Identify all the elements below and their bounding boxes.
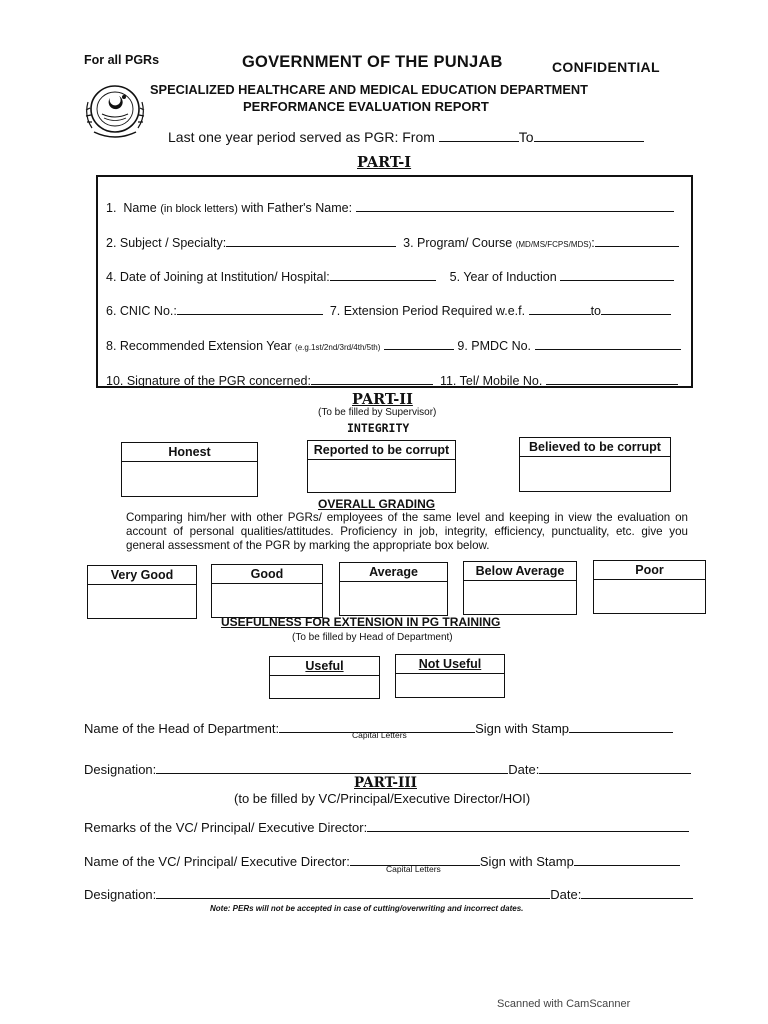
punjab-seal-icon <box>80 80 150 142</box>
grade-box-poor[interactable]: Poor <box>593 560 706 614</box>
integrity-box-reported[interactable] <box>307 440 456 493</box>
pmdc-field[interactable] <box>535 335 681 350</box>
field-name-row: 1. Name (in block letters) with Father's Name: <box>106 197 674 215</box>
pers-note: Note: PERs will not be accepted in case of cutting/overwriting and incorrect dates. <box>210 904 524 913</box>
integrity-box-honest[interactable] <box>121 442 258 497</box>
part2-title: PART-II <box>352 391 413 408</box>
grade-box-below-average[interactable]: Below Average <box>463 561 577 615</box>
for-all-pgrs: For all PGRs <box>84 53 160 67</box>
part2-filled-by: (To be filled by Supervisor) <box>318 407 437 418</box>
hod-name-row: Name of the Head of Department: Sign with Stamp <box>84 718 673 736</box>
camscanner-watermark: Scanned with CamScanner <box>497 998 631 1010</box>
field-subject-row: 2. Subject / Specialty: 3. Program/ Course (MD/MS/FCPS/MDS): <box>106 232 679 250</box>
induction-year-field[interactable] <box>560 266 674 281</box>
period-to-label: To <box>518 129 534 145</box>
integrity-box-believed[interactable] <box>519 437 671 492</box>
field-cnic-row: 6. CNIC No.: 7. Extension Period Required w.e.f. to <box>106 300 671 318</box>
cnic-field[interactable] <box>177 300 323 315</box>
believed-corrupt-label: Believed to be corrupt <box>520 438 670 457</box>
hod-capital-letters: Capital Letters <box>352 730 407 740</box>
extension-from-field[interactable] <box>529 300 591 315</box>
vc-remarks-row: Remarks of the VC/ Principal/ Executive Director: <box>84 817 689 835</box>
program-field[interactable] <box>595 232 679 247</box>
extension-to-field[interactable] <box>601 300 671 315</box>
honest-label: Honest <box>122 443 257 462</box>
grade-box-average[interactable]: Average <box>339 562 448 616</box>
hod-sign-field[interactable] <box>569 718 673 733</box>
reported-corrupt-label: Reported to be corrupt <box>308 441 455 460</box>
vc-sign-field[interactable] <box>574 851 680 866</box>
report-title: PERFORMANCE EVALUATION REPORT <box>243 99 489 114</box>
useful-box[interactable]: Useful <box>269 656 380 699</box>
part1-title: PART-I <box>357 154 412 171</box>
grade-box-good[interactable]: Good <box>211 564 323 618</box>
vc-designation-field[interactable] <box>156 884 550 899</box>
confidential-label: CONFIDENTIAL <box>552 59 660 75</box>
govt-title: GOVERNMENT OF THE PUNJAB <box>242 53 503 71</box>
department-title: SPECIALIZED HEALTHCARE AND MEDICAL EDUCATION DEPARTMENT <box>150 82 588 97</box>
vc-date-field[interactable] <box>581 884 693 899</box>
part3-title: PART-III <box>354 775 417 791</box>
grade-box-very-good[interactable]: Very Good <box>87 565 197 619</box>
usefulness-filled-by: (To be filled by Head of Department) <box>292 632 453 643</box>
not-useful-box[interactable]: Not Useful <box>395 654 505 698</box>
vc-capital-letters: Capital Letters <box>386 864 441 874</box>
hod-designation-field[interactable] <box>156 759 508 774</box>
vc-name-row: Name of the VC/ Principal/ Executive Director: Sign with Stamp <box>84 851 680 869</box>
period-label: Last one year period served as PGR: From <box>168 129 435 145</box>
pgr-signature-field[interactable] <box>311 370 433 385</box>
extension-year-field[interactable] <box>384 335 454 350</box>
joining-date-field[interactable] <box>330 266 436 281</box>
field-signature-row: 10. Signature of the PGR concerned: 11. Tel/ Mobile No. <box>106 370 678 388</box>
period-line <box>168 127 644 145</box>
part3-filled-by: (to be filled by VC/Principal/Executive Director/HOI) <box>234 791 531 806</box>
field-extension-year-row: 8. Recommended Extension Year (e.g.1st/2nd/3rd/4th/5th) 9. PMDC No. <box>106 335 681 353</box>
integrity-heading: INTEGRITY <box>347 421 410 435</box>
field-joining-row: 4. Date of Joining at Institution/ Hospital: 5. Year of Induction <box>106 266 674 284</box>
overall-grading-heading: OVERALL GRADING <box>318 497 436 511</box>
usefulness-heading: USEFULNESS FOR EXTENSION IN PG TRAINING <box>221 615 501 629</box>
mobile-field[interactable] <box>546 370 678 385</box>
period-from-field[interactable] <box>439 127 519 142</box>
vc-designation-row: Designation: Date: <box>84 884 693 902</box>
hod-designation-row: Designation: Date: <box>84 759 691 777</box>
overall-grading-text: Comparing him/her with other PGRs/ employees of the same level and keeping in view the evaluation on account of personal qualities/attitudes. Proficiency in job, integrity, efficiency, punctuality, etc. give you general assessment of the PGR by marking the appropriate box below. <box>126 511 688 552</box>
hod-date-field[interactable] <box>539 759 691 774</box>
subject-field[interactable] <box>226 232 396 247</box>
period-to-field[interactable] <box>534 127 644 142</box>
name-field[interactable] <box>356 197 674 212</box>
vc-remarks-field[interactable] <box>367 817 689 832</box>
